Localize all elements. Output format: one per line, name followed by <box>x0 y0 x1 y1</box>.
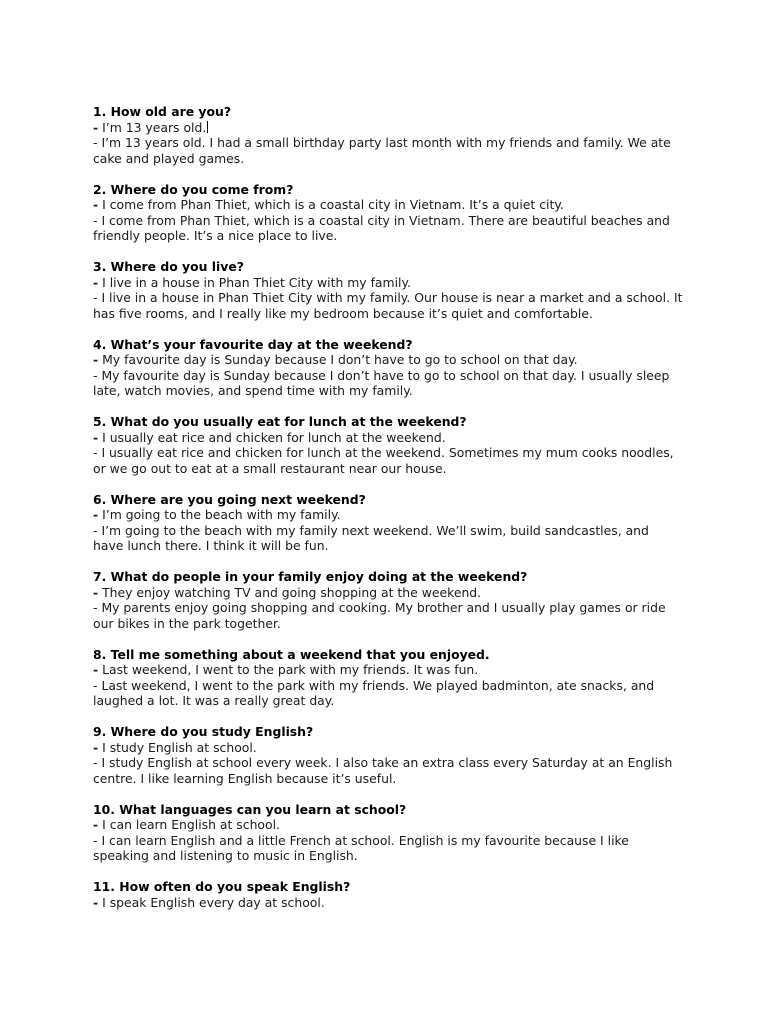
answer-dash: - <box>93 274 99 290</box>
answer-dash: - <box>93 135 98 150</box>
question-text: 4. What’s your favourite day at the weekend? <box>93 336 413 352</box>
long-answer-text: My parents enjoy going shopping and cooking. My brother and I usually play games or ride our bikes in the park together. <box>93 600 666 631</box>
question-text: 9. Where do you study English? <box>93 724 314 739</box>
long-answer <box>93 833 683 864</box>
answer-dash: - <box>93 662 99 677</box>
answer-dash: - <box>93 367 98 383</box>
short-answer <box>93 120 683 136</box>
long-answer <box>93 755 683 786</box>
question-text: 11. How often do you speak English? <box>93 879 351 894</box>
question-text: 3. Where do you live? <box>93 259 244 274</box>
long-answer <box>93 213 683 244</box>
long-answer <box>93 135 683 166</box>
long-answer-text: I’m 13 years old. I had a small birthday party last month with my friends and family. We ate cake and played games. <box>93 135 671 166</box>
answer-dash: - <box>93 197 99 212</box>
short-answer-text: I come from Phan Thiet, which is a coastal city in Vietnam. It’s a quiet city. <box>102 197 564 212</box>
question-text: 1. How old are you? <box>93 104 232 119</box>
answer-dash: - <box>93 507 99 522</box>
question-text: 2. Where do you come from? <box>93 181 294 197</box>
short-answer-text: Last weekend, I went to the park with my friends. It was fun. <box>102 662 479 677</box>
qa-item-9 <box>93 724 683 786</box>
short-answer <box>93 197 683 213</box>
long-answer <box>93 290 683 321</box>
question-text: 10. What languages can you learn at school? <box>93 801 407 817</box>
answer-dash: - <box>93 817 99 832</box>
short-answer <box>93 430 683 446</box>
answer-dash: - <box>93 522 98 538</box>
long-answer <box>93 445 683 476</box>
qa-item-4 <box>93 337 683 399</box>
answer-dash: - <box>93 755 98 770</box>
qa-item-3 <box>93 259 683 321</box>
short-answer-text: I can learn English at school. <box>102 817 280 832</box>
qa-item-11 <box>93 879 683 910</box>
answer-dash: - <box>93 290 98 305</box>
question-text: 5. What do you usually eat for lunch at the weekend? <box>93 414 467 429</box>
long-answer-text: I study English at school every week. I also take an extra class every Saturday at an English centre. I like learning English because it’s useful. <box>93 755 673 786</box>
short-answer <box>93 275 683 291</box>
short-answer <box>93 740 683 756</box>
short-answer <box>93 585 683 601</box>
short-answer-text: I study English at school. <box>102 739 257 755</box>
qa-item-10 <box>93 802 683 864</box>
short-answer-text: They enjoy watching TV and going shopping at the weekend. <box>102 584 482 600</box>
answer-dash: - <box>93 445 98 460</box>
short-answer-text: My favourite day is Sunday because I don’t have to go to school on that day. <box>102 352 578 367</box>
long-answer-text: Last weekend, I went to the park with my friends. We played badminton, ate snacks, and laughed a lot. It was a really great day. <box>93 677 655 708</box>
qa-item-8 <box>93 647 683 709</box>
short-answer-text: I usually eat rice and chicken for lunch at the weekend. <box>102 429 446 445</box>
short-answer <box>93 662 683 678</box>
long-answer <box>93 678 683 709</box>
text-cursor <box>207 121 208 133</box>
question-text: 7. What do people in your family enjoy doing at the weekend? <box>93 569 528 584</box>
question-text: 6. Where are you going next weekend? <box>93 491 366 507</box>
answer-dash: - <box>93 352 99 367</box>
answer-dash: - <box>93 212 98 228</box>
short-answer <box>93 895 683 911</box>
qa-item-5 <box>93 414 683 476</box>
long-answer <box>93 368 683 399</box>
qa-item-7 <box>93 569 683 631</box>
long-answer-text: I can learn English and a little French at school. English is my favourite because I like speaking and listening to music in English. <box>93 832 629 863</box>
answer-dash: - <box>93 739 99 755</box>
long-answer-text: I live in a house in Phan Thiet City with my family. Our house is near a market and a school. It has five rooms, and I really like my bedroom because it’s quiet and comfortable. <box>93 290 683 321</box>
qa-item-6 <box>93 492 683 554</box>
long-answer-text: I come from Phan Thiet, which is a coastal city in Vietnam. There are beautiful beaches and friendly people. It’s a nice place to live. <box>93 212 670 243</box>
answer-dash: - <box>93 600 98 615</box>
answer-dash: - <box>93 429 99 445</box>
short-answer-text: I speak English every day at school. <box>102 894 325 910</box>
short-answer-text: I live in a house in Phan Thiet City with my family. <box>102 274 411 290</box>
answer-dash: - <box>93 119 99 135</box>
short-answer <box>93 817 683 833</box>
answer-dash: - <box>93 832 98 848</box>
short-answer <box>93 507 683 523</box>
short-answer-text: I’m 13 years old. <box>102 119 207 135</box>
long-answer-text: My favourite day is Sunday because I don’t have to go to school on that day. I usually sleep late, watch movies, and spend time with my family. <box>93 367 670 398</box>
document-body[interactable] <box>93 104 683 926</box>
long-answer-text: I’m going to the beach with my family next weekend. We’ll swim, build sandcastles, and have lunch there. I think it will be fun. <box>93 522 649 553</box>
short-answer-text: I’m going to the beach with my family. <box>102 507 341 522</box>
answer-dash: - <box>93 584 99 600</box>
long-answer-text: I usually eat rice and chicken for lunch at the weekend. Sometimes my mum cooks noodles, or we go out to eat at a small restaurant near our house. <box>93 445 674 476</box>
answer-dash: - <box>93 677 98 693</box>
short-answer <box>93 352 683 368</box>
qa-item-2 <box>93 182 683 244</box>
long-answer <box>93 523 683 554</box>
question-text: 8. Tell me something about a weekend that you enjoyed. <box>93 646 490 662</box>
answer-dash: - <box>93 894 99 910</box>
long-answer <box>93 600 683 631</box>
qa-item-1 <box>93 104 683 166</box>
